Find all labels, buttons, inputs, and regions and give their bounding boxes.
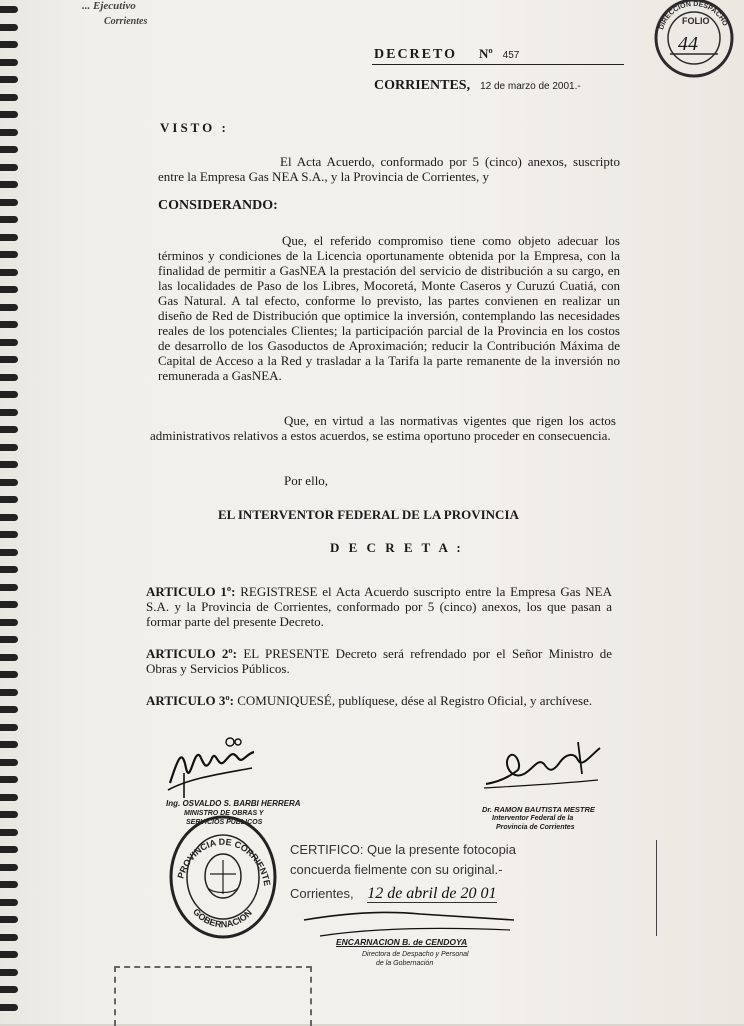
folio-stamp-icon [648, 0, 740, 82]
svg-text:PROVINCIA DE CORRIENTES [168, 814, 272, 887]
spiral-ring [0, 426, 18, 433]
decree-date: 12 de marzo de 2001.- [480, 81, 581, 92]
certifier-title-2: de la Gobernación [376, 960, 434, 967]
spiral-ring [0, 864, 18, 871]
decree-city: CORRIENTES, [374, 78, 471, 93]
spiral-ring [0, 584, 18, 591]
article-2-label: ARTICULO 2º: [146, 646, 238, 661]
folio-stamp [648, 0, 740, 82]
spiral-ring [0, 899, 18, 906]
spiral-ring [0, 514, 18, 521]
letterhead-line1: ... Ejecutivo [82, 0, 136, 12]
article-3-label: ARTICULO 3º: [146, 693, 234, 708]
certifier-title-1: Directora de Despacho y Personal [362, 951, 469, 958]
left-signer-title-1: MINISTRO DE OBRAS Y [184, 810, 264, 817]
right-signature-scribble [478, 734, 608, 794]
spiral-ring [0, 216, 18, 223]
spiral-ring [0, 689, 18, 696]
seal-top-text: PROVINCIA DE CORRIENTE [175, 836, 273, 887]
spiral-ring [0, 111, 18, 118]
spiral-ring [0, 356, 18, 363]
spiral-ring [0, 549, 18, 556]
certification-date-handwritten: 12 de abril de 20 01 [367, 885, 497, 902]
spiral-ring [0, 601, 18, 608]
certification-line-2: concuerda fielmente con su original.- [290, 862, 503, 877]
spiral-ring [0, 706, 18, 713]
spiral-ring [0, 531, 18, 538]
spiral-ring [0, 724, 18, 731]
spiral-ring [0, 794, 18, 801]
certifier-signature-scribble [300, 900, 520, 940]
considerando-heading: CONSIDERANDO: [158, 198, 278, 213]
seal-icon [168, 814, 278, 940]
spiral-ring [0, 951, 18, 958]
right-signer-name: Dr. RAMON BAUTISTA MESTRE [482, 805, 595, 814]
certifier-name: ENCARNACION B. de CENDOYA [336, 937, 468, 947]
spiral-binding [0, 0, 22, 1024]
spiral-ring [0, 234, 18, 241]
left-signature-scribble [160, 728, 270, 800]
article-2-text: EL PRESENTE Decreto será refrendado por el Señor Ministro de Obras y Servicios Públicos. [146, 646, 613, 676]
right-signature [478, 734, 608, 799]
spiral-ring [0, 881, 18, 888]
spiral-ring [0, 391, 18, 398]
decree-number-label: Nº [478, 46, 493, 61]
government-seal [168, 814, 278, 945]
spiral-ring [0, 969, 18, 976]
spiral-ring [0, 479, 18, 486]
copy-edge-line [656, 840, 657, 936]
spiral-ring [0, 41, 18, 48]
svg-text:GOBERNACION [191, 907, 254, 930]
considerando-paragraph-2: Que, en virtud a las normativas vigentes que rigen los actos administrativos relativos a estos acuerdos, se estima oportuno proceder en consecuencia. [150, 413, 616, 443]
spiral-ring [0, 199, 18, 206]
spiral-ring [0, 811, 18, 818]
bottom-stamp-box [114, 966, 312, 1026]
spiral-ring [0, 269, 18, 276]
spiral-ring [0, 654, 18, 661]
spiral-ring [0, 986, 18, 993]
spiral-ring [0, 461, 18, 468]
seal-bottom-text: GOBERNACION [191, 906, 254, 930]
visto-heading: VISTO : [160, 120, 229, 135]
spiral-ring [0, 934, 18, 941]
spiral-ring [0, 321, 18, 328]
left-signer-name: Ing. OSVALDO S. BARBI HERRERA [166, 799, 301, 808]
visto-text: El Acta Acuerdo, conformado por 5 (cinco) anexos, suscripto entre la Empresa Gas NEA S.A., y la Provincia de Corrientes, y [158, 154, 620, 184]
letterhead-line2: Corrientes [104, 16, 148, 27]
spiral-ring [0, 129, 18, 136]
spiral-ring [0, 829, 18, 836]
decree-number: 457 [502, 50, 520, 61]
spiral-ring [0, 59, 18, 66]
spiral-ring [0, 164, 18, 171]
left-signer-title-2: SERVICIOS PUBLICOS [186, 819, 263, 826]
authority-heading: EL INTERVENTOR FEDERAL DE LA PROVINCIA [218, 507, 519, 522]
folio-label: FOLIO [682, 16, 710, 26]
decree-place-date [374, 76, 581, 94]
spiral-ring [0, 619, 18, 626]
spiral-ring [0, 741, 18, 748]
right-signer-title-2: Provincia de Corrientes [496, 824, 575, 831]
folio-ring-text: DIRECCION DESPACHO [658, 0, 729, 31]
spiral-ring [0, 496, 18, 503]
decreta-heading: D E C R E T A : [330, 540, 464, 555]
spiral-ring [0, 339, 18, 346]
spiral-ring [0, 251, 18, 258]
spiral-ring [0, 916, 18, 923]
article-3-text: COMUNIQUESÉ, publíquese, dése al Registro Oficial, y archívese. [237, 693, 593, 708]
considerando-paragraph-1: Que, el referido compromiso tiene como objeto adecuar los términos y condiciones de la Licencia oportunamente obtenida por la Empresa, con la finalidad de permitir a GasNEA la prestación del servicio de distribución a su cargo, en las localidades de Paso de los Libres, Mocoretá, Monte Caseros y Curuzú Cuatiá, con Gas Natural. A tal efecto, conforme lo previsto, las partes convienen en realizar un diseño de Red de Distribución que optimice la inversión, contemplando las necesidades reales de los potenciales Clientes; la participación parcial de la Provincia en los costos de desarrollo de los Gasoductos de Aproximación; reducir la Contribución Máxima de Capital de Acceso a la Red y trasladar a la Tarifa la parte remanente de la inversión no remunerada a GasNEA. [158, 233, 620, 383]
spiral-ring [0, 1004, 18, 1011]
article-1-label: ARTICULO 1º: [146, 584, 236, 599]
spiral-ring [0, 846, 18, 853]
left-signature [160, 728, 270, 805]
spiral-ring [0, 759, 18, 766]
decree-title: DECRETO [374, 47, 457, 62]
spiral-ring [0, 304, 18, 311]
spiral-ring [0, 76, 18, 83]
folio-number: 44 [678, 33, 698, 55]
spiral-ring [0, 181, 18, 188]
spiral-ring [0, 409, 18, 416]
decree-underline [372, 64, 624, 65]
right-signer-title-1: Interventor Federal de la [492, 815, 574, 822]
spiral-ring [0, 24, 18, 31]
spiral-ring [0, 374, 18, 381]
spiral-ring [0, 671, 18, 678]
spiral-ring [0, 146, 18, 153]
spiral-ring [0, 286, 18, 293]
spiral-ring [0, 566, 18, 573]
article-3 [146, 693, 612, 708]
spiral-ring [0, 636, 18, 643]
article-2 [146, 646, 612, 676]
article-1 [146, 584, 612, 629]
spiral-ring [0, 444, 18, 451]
spiral-ring [0, 6, 18, 13]
por-ello: Por ello, [284, 473, 329, 488]
certification-place: Corrientes, [290, 886, 354, 901]
article-1-text: REGISTRESE el Acta Acuerdo suscripto entre la Empresa Gas NEA S.A. y la Provincia de Corrientes, conformado por 5 (cinco) anexos, los que pasan a formar parte del presente Decreto. [146, 584, 613, 629]
spiral-ring [0, 776, 18, 783]
decree-header [374, 45, 519, 63]
certification-line-1: CERTIFICO: Que la presente fotocopia [290, 842, 516, 857]
spiral-ring [0, 94, 18, 101]
